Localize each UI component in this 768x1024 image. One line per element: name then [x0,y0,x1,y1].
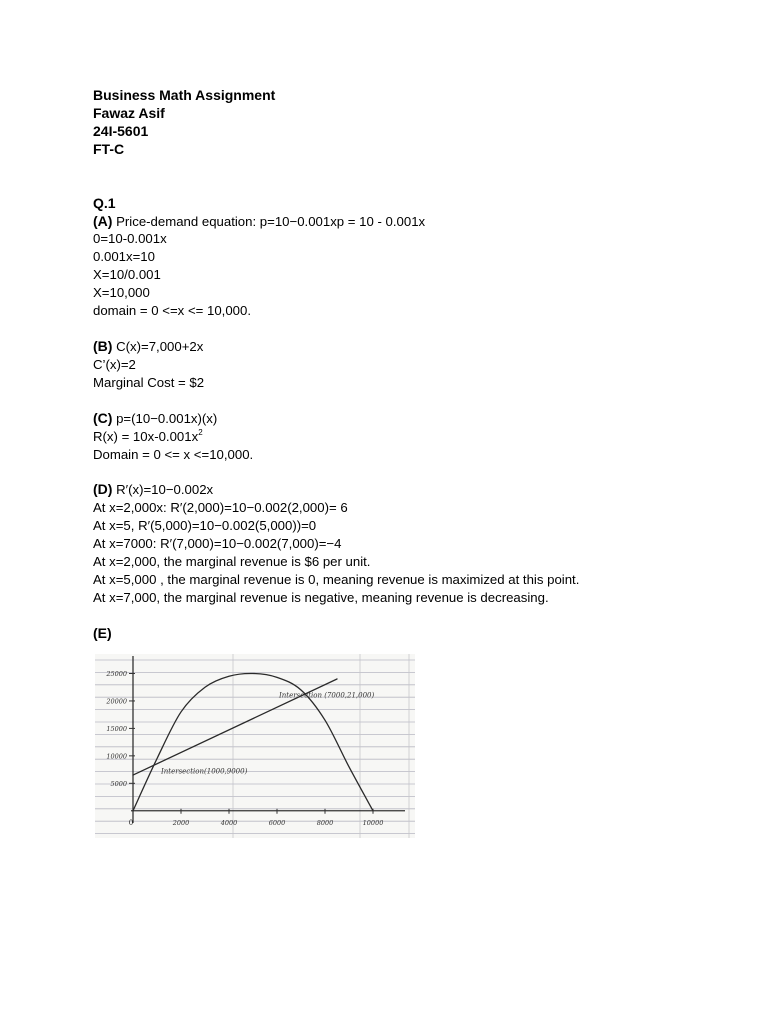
intersection-annotation: Intersection(1000,9000) [161,767,248,776]
y-tick-label: 15000 [106,724,127,733]
x-tick-label: 8000 [316,818,334,827]
y-tick-label: 10000 [106,752,127,761]
part-d-step: At x=5, R′(5,000)=10−0.002(5,000))=0 [93,518,317,534]
part-d-step: At x=7000: R′(7,000)=10−0.002(7,000)=−4 [93,536,342,552]
part-e-label: (E) [93,624,112,641]
x-tick-label: 6000 [268,818,286,827]
part-b-equation: C(x)=7,000+2x [112,338,204,354]
part-a-step: 0.001x=10 [93,249,155,265]
part-b-label: (B) [93,337,113,354]
part-a-intro [93,213,713,231]
y-tick-label: 25000 [106,669,127,678]
x-tick-label: 10000 [362,818,384,827]
part-a-label: (A) [93,212,113,229]
part-d-conclusion: At x=2,000, the marginal revenue is $6 per unit. [93,554,371,570]
part-c-revenue-text: R(x) = 10x-0.001x [93,428,199,444]
y-tick-label: 20000 [106,697,127,706]
part-c-intro [93,410,713,428]
graph-svg [95,654,415,838]
student-roll-no: 24I-5601 [93,122,149,139]
part-a-domain: domain = 0 <=x <= 10,000. [93,303,252,319]
part-a-step: 0=10-0.001x [93,231,167,247]
assignment-document [93,87,713,643]
document-title: Business Math Assignment [93,87,276,103]
part-a-step: X=10,000 [93,285,150,301]
part-d-equation: R′(x)=10−0.002x [112,482,214,498]
part-b-step: C’(x)=2 [93,356,136,372]
part-d-conclusion: At x=7,000, the marginal revenue is negative, meaning revenue is decreasing. [93,589,549,605]
part-d-label: (D) [93,481,113,498]
part-c-exponent: 2 [198,427,203,437]
origin-label: 0 [128,818,134,827]
question-heading: Q.1 [93,194,116,211]
part-a-equation: Price-demand equation: p=10−0.001xp = 10 - 0.001x [112,213,426,229]
part-d-step: At x=2,000x: R′(2,000)=10−0.002(2,000)= 6 [93,500,348,516]
part-c-equation: p=(10−0.001x)(x) [112,410,218,426]
part-d-conclusion: At x=5,000 , the marginal revenue is 0, meaning revenue is maximized at this point. [93,571,580,587]
part-d-intro [93,481,713,499]
part-c-label: (C) [93,409,113,426]
student-name: Fawaz Asif [93,104,165,121]
part-c-revenue [93,428,713,446]
part-b-intro [93,338,713,356]
x-tick-label: 2000 [172,818,190,827]
handwritten-graph [95,654,415,838]
student-section: FT-C [93,140,125,157]
part-a-step: X=10/0.001 [93,267,161,283]
y-tick-label: 5000 [110,779,127,788]
x-tick-label: 4000 [220,818,238,827]
part-b-marginal-cost: Marginal Cost = $2 [93,374,205,390]
part-c-domain: Domain = 0 <= x <=10,000. [93,446,254,462]
intersection-annotation: Intersection (7000,21,000) [279,691,375,700]
